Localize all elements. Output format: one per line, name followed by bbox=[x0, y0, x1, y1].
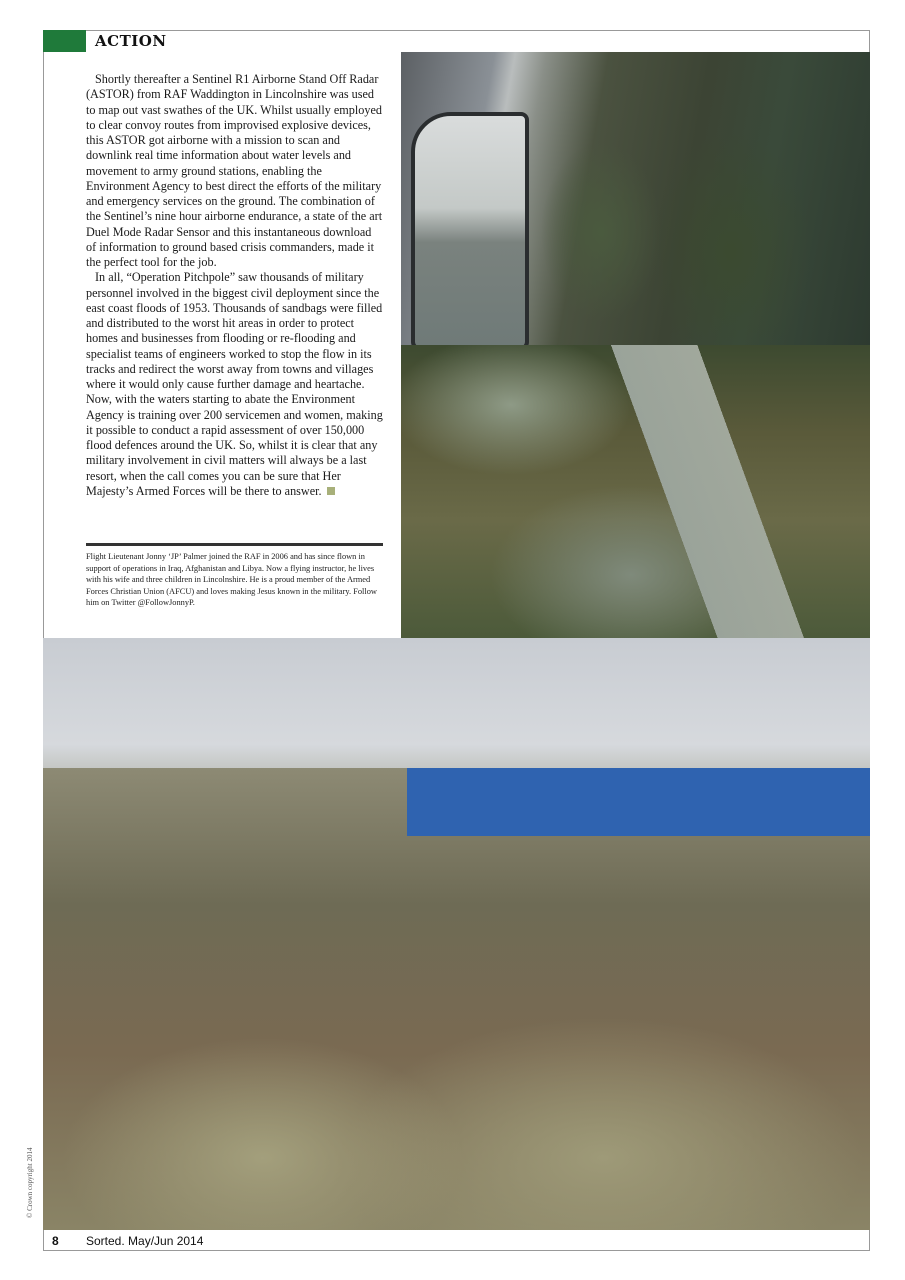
article-paragraph-last bbox=[86, 270, 384, 499]
page-number: 8 bbox=[52, 1234, 59, 1248]
article-body bbox=[86, 72, 384, 499]
aerial-flood-photo bbox=[401, 345, 870, 638]
publication-footer: Sorted. May/Jun 2014 bbox=[86, 1234, 204, 1248]
section-header bbox=[43, 30, 870, 52]
photo-credit: © Crown copyright 2014 bbox=[26, 1147, 34, 1218]
section-title: ACTION bbox=[95, 32, 167, 50]
helicopter-crew-photo bbox=[401, 52, 870, 345]
author-bio: Flight Lieutenant Jonny ‘JP’ Palmer joined the RAF in 2006 and has since flown in support of operations in Iraq, Afghanistan and Libya. Now a flying instructor, he lives with his wife and three children in Lincolnshire. He is a proud member of the Armed Forces Christian Union (AFCU) and loves making Jesus known in the military. Follow him on Twitter @FollowJonnyP. bbox=[86, 552, 377, 608]
helicopter-window bbox=[411, 112, 529, 345]
end-of-article-mark bbox=[327, 487, 335, 495]
bio-divider bbox=[86, 543, 383, 546]
article-paragraph-text: In all, “Operation Pitchpole” saw thousands of military personnel involved in the biggest civil deployment since the east coast floods of 1953. Thousands of sandbags were filled and distributed to the worst hit areas in order to protect homes and businesses from flooding or re-flooding and specialist teams of engineers worked to stop the flow in its tracks and redirect the worst away from towns and villages where it would only cause further damage and heartache. Now, with the waters starting to abate the Environment Agency is training over 200 servicemen and women, making it possible to conduct a rapid assessment of over 150,000 flood defences around the UK. So, whilst it is clear that any military involvement in civil matters will always be a last resort, when the call comes you can be sure that Her Majesty’s Armed Forces will be there to answer. bbox=[86, 270, 383, 498]
article-paragraph: Shortly thereafter a Sentinel R1 Airborne Stand Off Radar (ASTOR) from RAF Waddington in Lincolnshire was used to map out vast swathes of the UK. Whilst usually employed to clear convoy routes from improvised explosive devices, this ASTOR got airborne with a mission to scan and downlink real time information about water levels and movement to army ground stations, enabling the Environment Agency to best direct the efforts of the military and emergency services on the ground. The combination of the Sentinel’s nine hour airborne endurance, a state of the art Duel Mode Radar Sensor and this instantaneous download of information to ground based crisis commanders, made it the perfect tool for the job. bbox=[86, 72, 383, 269]
section-color-block bbox=[43, 30, 86, 52]
sandbag-soldiers-photo bbox=[43, 638, 870, 1230]
